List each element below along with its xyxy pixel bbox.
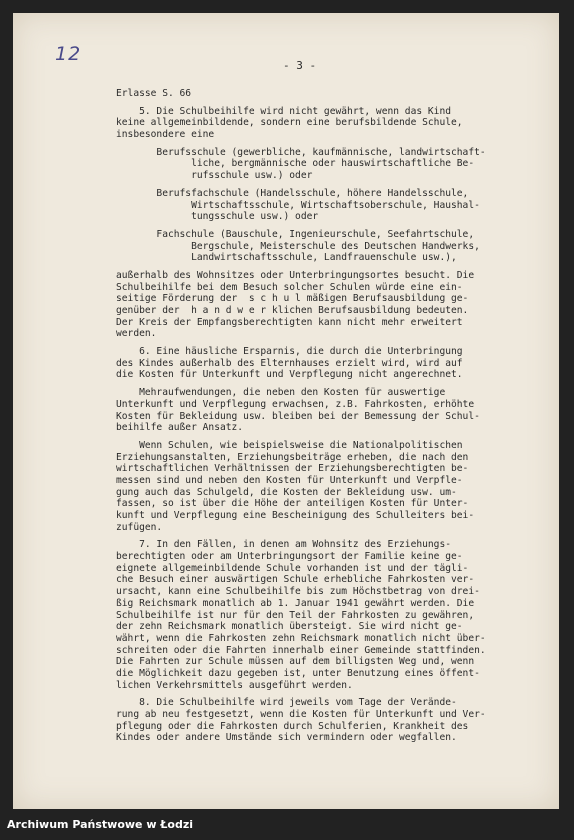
archive-name: Archiwum Państwowe w Łodzi (7, 818, 194, 831)
handwritten-number: 12 (55, 43, 82, 65)
text-line: ursacht, kann eine Schulbeihilfe bis zum Höchstbetrag von drei- (116, 586, 480, 598)
text-line: Schulbeihilfe bei dem Besuch solcher Schulen würde eine ein- (116, 281, 463, 293)
text-line: Kosten für Bekleidung usw. bleiben bei der Bemessung der Schul- (116, 410, 480, 422)
text-line: 8. Die Schulbeihilfe wird jeweils vom Tage der Verände- (116, 697, 457, 709)
text-line: beihilfe außer Ansatz. (116, 422, 244, 434)
text-line: rung ab neu festgesetzt, wenn die Kosten für Unterkunft und Ver- (116, 709, 486, 720)
text-line: der zehn Reichsmark monatlich übersteigt. Sie wird nicht ge- (116, 621, 463, 633)
text-line: seitige Förderung der s c h u l mäßigen Berufsausbildung ge- (116, 293, 469, 305)
paragraph (116, 106, 546, 141)
text-line: messen sind und neben den Kosten für Unterkunft und Verpfle- (116, 474, 463, 486)
text-line: Landwirtschaftsschule, Landfrauenschule usw.), (116, 252, 457, 264)
text-line: 5. Die Schulbeihilfe wird nicht gewährt, wenn das Kind (116, 105, 452, 117)
document-body (116, 88, 546, 744)
text-line: Mehraufwendungen, die neben den Kosten für auswertige (116, 387, 446, 399)
paragraph (116, 229, 546, 264)
text-line: che Besuch einer auswärtigen Schule erhebliche Fahrkosten ver- (116, 574, 475, 586)
text-line: lichen Verkehrsmittels ausgeführt werden. (116, 679, 353, 691)
text-line: 7. In den Fällen, in denen am Wohnsitz des Erziehungs- (116, 539, 452, 551)
text-line: Wenn Schulen, wie beispielsweise die Nationalpolitischen (116, 439, 463, 451)
text-line: schreiten oder die Fahrten innerhalb einer Gemeinde stattfinden. (116, 644, 486, 656)
text-line: gung auch das Schulgeld, die Kosten der Bekleidung usw. um- (116, 486, 457, 498)
text-line: Kindes oder andere Umstände sich vermindern oder wegfallen. (116, 732, 457, 744)
paragraph (116, 346, 546, 381)
text-line: Schulbeihilfe ist nur für den Teil der Fahrkosten zu gewähren, (116, 609, 475, 621)
paragraph (116, 440, 546, 534)
text-line: Erziehungsanstalten, Erziehungsbeiträge erheben, die nach den (116, 451, 469, 463)
text-line: des Kindes außerhalb des Elternhauses erzielt wird, wird auf (116, 357, 463, 369)
text-line: Wirtschaftsschule, Wirtschaftsoberschule, Haushal- (116, 199, 480, 211)
text-line: tungsschule usw.) oder (116, 211, 319, 223)
text-line: ßig Reichsmark monatlich ab 1. Januar 1941 gewährt werden. Die (116, 597, 475, 609)
paragraph (116, 697, 546, 744)
text-line: wirtschaftlichen Verhältnissen der Erziehungsberechtigten be- (116, 463, 469, 475)
text-line: keine allgemeinbildende, sondern eine berufsbildende Schule, (116, 117, 463, 129)
text-line: 6. Eine häusliche Ersparnis, die durch die Unterbringung (116, 346, 463, 358)
document-heading: Erlasse S. 66 (116, 88, 192, 99)
paragraph (116, 270, 546, 340)
text-line: eignete allgemeinbildende Schule vorhanden ist und der tägli- (116, 562, 469, 574)
text-line: währt, wenn die Fahrkosten zehn Reichsmark monatlich nicht über- (116, 632, 486, 644)
paragraph (116, 147, 546, 182)
text-line: pflegung oder die Fahrkosten durch Schulferien, Krankheit des (116, 720, 469, 732)
text-line: berechtigten oder am Unterbringungsort der Familie keine ge- (116, 551, 463, 563)
text-line: genüber der h a n d w e r klichen Berufsausbildung bedeuten. (116, 305, 469, 316)
text-line: werden. (116, 328, 157, 340)
text-line: Bergschule, Meisterschule des Deutschen Handwerks, (116, 240, 480, 252)
archive-footer (0, 810, 574, 840)
text-line: Der Kreis der Empfangsberechtigten kann nicht mehr erweitert (116, 316, 463, 328)
text-line: Die Fahrten zur Schule müssen auf dem billigsten Weg und, wenn (116, 656, 475, 668)
text-line: Berufsschule (gewerbliche, kaufmännische, landwirtschaft- (116, 146, 486, 158)
paragraph (116, 387, 546, 434)
text-line: Berufsfachschule (Handelsschule, höhere Handelsschule, (116, 187, 469, 199)
text-line: zufügen. (116, 521, 163, 533)
paragraph (116, 539, 546, 691)
text-line: liche, bergmännische oder hauswirtschaftliche Be- (116, 158, 475, 170)
text-line: Fachschule (Bauschule, Ingenieurschule, Seefahrtschule, (116, 228, 475, 240)
page-number: - 3 - (283, 59, 317, 72)
paragraph (116, 188, 546, 223)
text-line: außerhalb des Wohnsitzes oder Unterbringungsortes besucht. Die (116, 269, 475, 281)
text-line: insbesondere eine (116, 129, 215, 141)
text-line: die Möglichkeit dazu gegeben ist, unter Benutzung eines öffent- (116, 667, 480, 679)
text-line: rufsschule usw.) oder (116, 170, 313, 182)
text-line: kunft und Verpflegung eine Bescheinigung des Schulleiters bei- (116, 510, 475, 521)
text-line: die Kosten für Unterkunft und Verpflegung nicht angerechnet. (116, 369, 463, 381)
text-line: fassen, so ist über die Höhe der anteiligen Kosten für Unter- (116, 498, 469, 510)
text-line: Unterkunft und Verpflegung erwachsen, z.B. Fahrkosten, erhöhte (116, 398, 475, 410)
